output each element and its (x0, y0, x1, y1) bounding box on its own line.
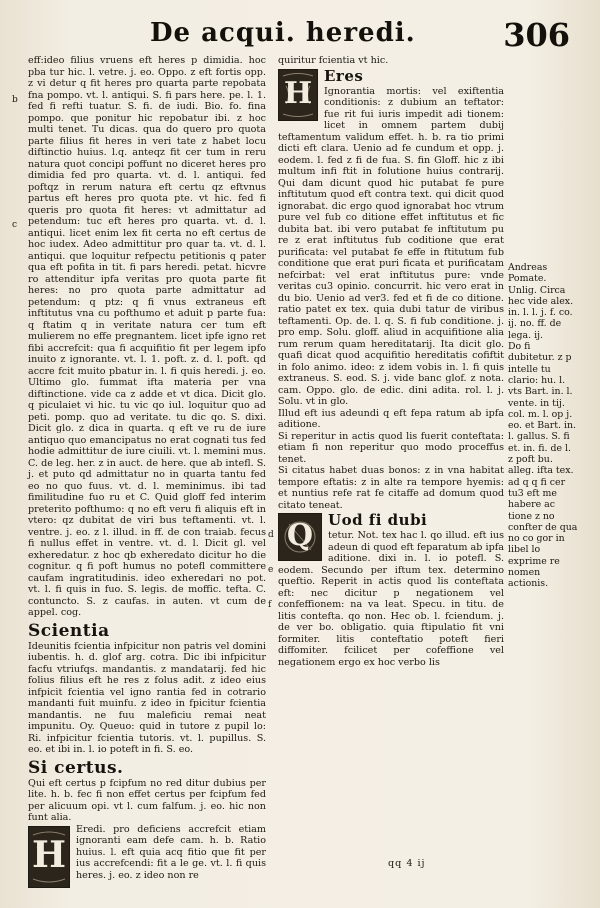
initial-letter: H (31, 833, 66, 876)
quod-si-paragraph: tetur. Not. tex hac l. qo illud. eft ius adeun di quod eft feparatum ab ipfa aditione. dixi in. l. io potefl. S. eodem. Secundo per iftum tex. determino queftio. Reperit in actis quod lis conteftata eft: nec dicitur p negationem vel confeffionem: na va leat. Specu. in titu. de litis contefta. qo non. Hec ob. l. fciendum. j. de ver bo. obligatio. quia ftipulatio fit vni formiter. litis conteftatio poteft fieri diffomiter. fcilicet per cofeffione vel negationem ergo ex hoc verbo lis (278, 530, 504, 668)
right-opening-line: quiritur fcientia vt hic. (278, 55, 389, 66)
initial-letter: Q (286, 518, 314, 553)
margin-notes: Andreas Pomate. Unlig. Circa hec vide alex. in. l. l. j. f. co. ij. no. ff. de lega. ij. Do fi dubitetur. z p intelle tu clario: hu. l. vts Bart. in. l. vente. in tij. col. m. l. op j. eo. et Bart. in. l. gallus. S. fi et. in. fi. de l. z poft bu. alleg. ifta tex. ad q q fi cer tu3 eft me habere ac tione z no confter de qua no co gor in libel lo exprime re nomen actionis. (508, 262, 578, 590)
signature-mark: qq 4 ij (388, 858, 426, 869)
margin-mark-c: c (12, 220, 18, 230)
right-text-column (278, 55, 504, 668)
rubric-eres: Eres (324, 66, 364, 85)
margin-mark-e: e (268, 565, 274, 575)
scientia-paragraph: Ideunitis fcientia infpicitur non patris vel domini iubentis. h. d. glof arg. cotra. Dic ibi infpicitur facfu vtriufqs. mandantis. z mandatarij. fed hic folius filius eft he res z folus adit. z ideo eius infpicit fcientia vel igno rantia fed in cotrario mandanti fuit muinfu. z ideo in fpicitur fcientia mandantis. ne fuu maleficiu remai neat impunitu. Oy. Queuo: quid in tutore z pupil lo: Ri. infpicitur fcientia tutoris. vt. l. pupillus. S. eo. et ibi in. l. io poteft in fi. S. eo. (28, 640, 266, 755)
left-opening-paragraph: eff:ideo filius vruens eft heres p dimidia. hoc pba tur hic. l. vetre. j. eo. Oppo. z eft fortis opp. z vi detur q fit heres pro quarta parte repobata fna pompo. vt. l. antiqui. S. fi pars here. pe. l. 1. fed fi refti tuatur. S. fi. de iudi. Bio. fo. fina pompo. que ponitur hic repobatur ibi. z hoc multi tenet. Tu dicas. qua do quero pro quota parte filius fit heres in veri tate z habet locu diftinctio huius. l.q. anteqz fit cer tum in reru natura quot concipi poffunt no diceret heres pro dimidia fed pro quarta. vt. d. l. antiqui. fed poftqz in rerum natura eft certu qz eftvnus partus eft heres pro quota pte. vt hic. fed fi queris pro quota fit heres: vt admittatur ad petendum: tuc eft heres pro quarta. vt. d. l. antiqui. licet enim lex fit certa no eft certus de hoc iudex. Adeo admittitur pro quar ta. vt. d. l. antiqui. que loquitur refpectu petitionis q pater qua eft pofita in tit. fi pars heredi. petat. hicvre ro attenditur ipfa veritas pro quota parte fit heres: no pro quota parte admittatur ad petendum: q ptz: q fi vnus extraneus eft inftitutus vna cu pofthumo et aduit p parte fua: q ftatim q in veritate natura cer tum eft mulierem no effe pregnantem. licet ipfe igno ret fibi accrefcit: qua fi acquifitio fit per legem ipfo inuito z ignorante. vt. l. 1. poft. z. d. l. poft. qd accre fcit muito pbatur in. l. fi quis heredi. j. eo. Ultimo glo. fummat ifta materia per vna diftinctione. vide ca z adde et vt dica. Dicit glo. q piculaiet vi hic. tu vic qo iul. loquitur quo ad peti. pomp. quo ad veritate. tu dic qo. S. dixi. Dicit glo. z dica in quarta. q eft ve ru de iure antiquo quo emancipatus no erat cognati tus fed hodie admittitur de iure ciuili. vt. l. memini mus. C. de leg. her. z in auct. de here. que ab intefl. S. j. et puto qd admittatur no in quarta tantu fed eo no quo fuus. vt. d. l. meminimus. ibi tad fimilitudine fuo ru et C. Quid gloff fed interim preterito pofthumo: q no eft veru fi aliquis eft in vtero: qz dubitat de viri bus teftamenti. vt. l. ventre. j. eo. z l. illud. in ff. de con traiab. fecus fi nullus effet in ventre. vt. d. l. Dicit gl. vel exheredatur. z hoc qb exheredato dicitur ho die cognitur. q fi poft humus no potefl committere caufam ingratitudinis. ideo exheredari no pot. vt. l. fi quis in fuo. S. legis. de moffic. tefta. C. contuncto. S. z caufas. in auten. vt cum de appel. cog. (28, 55, 266, 618)
heredi-paragraph: Eredi. pro deficiens accrefcit etiam ignoranti eam defe cam. h. b. Ratio huius. l. eft quia acq fitio que fit per ius accrefcendi: fit a le ge. vt. l. fi quis heres. j. eo. z ideo non re (76, 823, 266, 881)
margin-mark-d: d (268, 530, 274, 540)
si-citatus-paragraph: Si citatus habet duas bonos: z in vna habitat tempore eftatis: z in alte ra tempore hyemis: et nuntius refe rat fe citaffe ad domum quod citato teneat. (278, 465, 504, 511)
rubric-uod-si-dubi: Uod fi dubi (328, 511, 428, 529)
page-header (150, 18, 570, 58)
margin-mark-b: b (12, 95, 18, 105)
folio-number: 306 (503, 16, 570, 54)
decorated-initial-q (278, 513, 322, 561)
margin-mark-f: f (268, 600, 272, 610)
initial-letter: H (283, 75, 313, 111)
heres-paragraph: Ignorantia mortis: vel exiftentia conditionis: z dubium an teftator: fue rit fui iuris impedit adi tionem: licet in omnem partem dubij teftamentum validum effet. h. b. ra tio primi dicti eft clara. Uenio ad fe cundum et opp. j. eodem. l. fed z fi de fua. S. fin Gloff. hic z ibi multum infi ftit in folutione huius contrarij. Qui dam dicunt quod hic putabat fe pure inftitutum quod eft contra text. qui dicit quod ignorabat. dic ergo quod ignorabat hoc vtrum pure vel fub co ditione effet inftitutus et fic dubita bat. ibi vero putabat fe inftitutum pu re z erat inftitutus fub coditione que erat purificata: vel putabat fe effe in ftitutum fub conditione que erat puri ficata et purificatam nefcirbat: vel erat inftitutus pure: vnde veritas cu3 opinio. concurrit. hic vero erat in du bio. Uenio ad ver3. fed et fi de co ditione. ratio patet ex tex. quia dubi tatur de viribus teftamenti. Op. de. l. q. S. fi fub conditione. j. pro emp. Solu. gloff. aliud in acquifitione alia rum rerum quam hereditatarij. Ita dicit glo. quafi dicat quod acquifitio hereditatis cofiftit in folo animo. ideo: z idem vobis in. l. fi quis extraneus. S. eod. S. j. vide banc glof. z nota. cam. Oppo. glo. de edic. dini adita. rol. l. j. Solu. vt in glo. (278, 85, 504, 407)
rubric-si-certus: Si certus. (28, 757, 124, 778)
illud-paragraph: Illud eft ius adeundi q eft fepa ratum ab ipfa aditione. (278, 407, 504, 430)
decorated-initial-h-right (278, 69, 318, 121)
left-text-column (28, 55, 266, 890)
decorated-initial-h (28, 826, 70, 888)
si-certus-paragraph: Qui eft certus p fcipfum no red ditur dubius per lite. h. b. fec fi non effet certus per fcipfum fed per alicuum opi. vt l. cum falfum. j. eo. hic non funt alia. (28, 777, 266, 823)
rubric-scientia: Scientia (28, 620, 110, 641)
running-title: De acqui. heredi. (150, 18, 416, 48)
si-reperitur-paragraph: Si reperitur in actis quod lis fuerit conteftata: etiam fi non reperitur quo modo proceffus tenet. (278, 430, 504, 465)
